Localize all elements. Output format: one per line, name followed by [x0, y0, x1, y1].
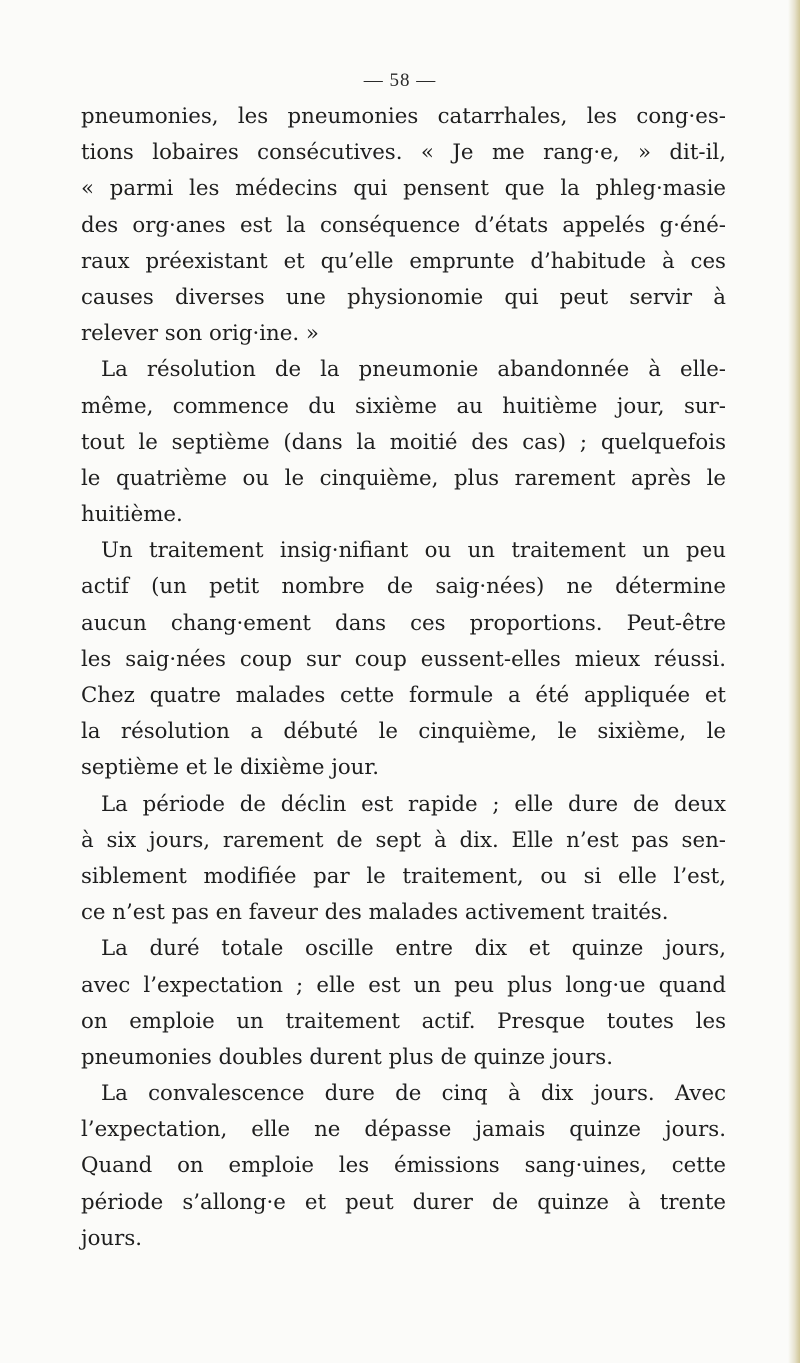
text-line: des org·anes est la conséquence d’états appelés g·éné- — [81, 212, 726, 238]
text-line: pneumonies doubles durent plus de quinze jours. — [81, 1044, 613, 1070]
text-line: tions lobaires consécutives. « Je me rang·e, » dit-il, — [81, 140, 726, 166]
page-edge-shadow — [788, 0, 800, 1363]
text-line: même, commence du sixième au huitième jour, sur- — [81, 393, 726, 419]
text-line: la résolution a débuté le cinquième, le sixième, le — [81, 719, 726, 745]
text-line: le quatrième ou le cinquième, plus rarement après le — [81, 465, 726, 491]
text-line: siblement modifiée par le traitement, ou si elle l’est, — [81, 863, 726, 889]
body-text — [81, 99, 726, 1257]
text-line: avec l’expectation ; elle est un peu plus long·ue quand — [81, 972, 726, 998]
text-line: à six jours, rarement de sept à dix. Elle n’est pas sen- — [81, 827, 726, 853]
paragraph-first-line: La période de déclin est rapide ; elle dure de deux — [101, 791, 726, 817]
paragraph-first-line: La duré totale oscille entre dix et quinze jours, — [101, 936, 726, 962]
text-line: on emploie un traitement actif. Presque toutes les — [81, 1008, 726, 1034]
text-line: Chez quatre malades cette formule a été appliquée et — [81, 683, 726, 708]
text-line: pneumonies, les pneumonies catarrhales, les cong·es- — [81, 104, 726, 129]
text-line: huitième. — [81, 502, 183, 528]
text-line: septième et le dixième jour. — [81, 755, 380, 781]
text-line: les saig·nées coup sur coup eussent-elles mieux réussi. — [81, 646, 726, 672]
text-line: période s’allong·e et peut durer de quinze à trente — [81, 1189, 726, 1215]
text-line: « parmi les médecins qui pensent que la phleg·masie — [81, 176, 726, 202]
text-line: raux préexistant et qu’elle emprunte d’habitude à ces — [81, 248, 726, 274]
page-number: — 58 — — [363, 70, 437, 91]
text-line: causes diverses une physionomie qui peut servir à — [81, 284, 726, 310]
text-line: l’expectation, elle ne dépasse jamais quinze jours. — [81, 1117, 726, 1143]
text-line: Quand on emploie les émissions sang·uines, cette — [81, 1153, 726, 1179]
text-line: actif (un petit nombre de saig·nées) ne détermine — [81, 574, 726, 600]
text-line: tout le septième (dans la moitié des cas) ; quelquefois — [81, 429, 726, 455]
text-line: jours. — [81, 1225, 143, 1251]
text-line: relever son orig·ine. » — [81, 321, 319, 347]
text-line: ce n’est pas en faveur des malades activement traités. — [81, 900, 669, 926]
paragraph-first-line: La résolution de la pneumonie abandonnée à elle- — [101, 357, 726, 383]
paragraph-first-line: La convalescence dure de cinq à dix jours. Avec — [101, 1081, 726, 1107]
paragraph-first-line: Un traitement insig·nifiant ou un traitement un peu — [101, 538, 726, 564]
text-line: aucun chang·ement dans ces proportions. Peut-être — [81, 610, 726, 636]
